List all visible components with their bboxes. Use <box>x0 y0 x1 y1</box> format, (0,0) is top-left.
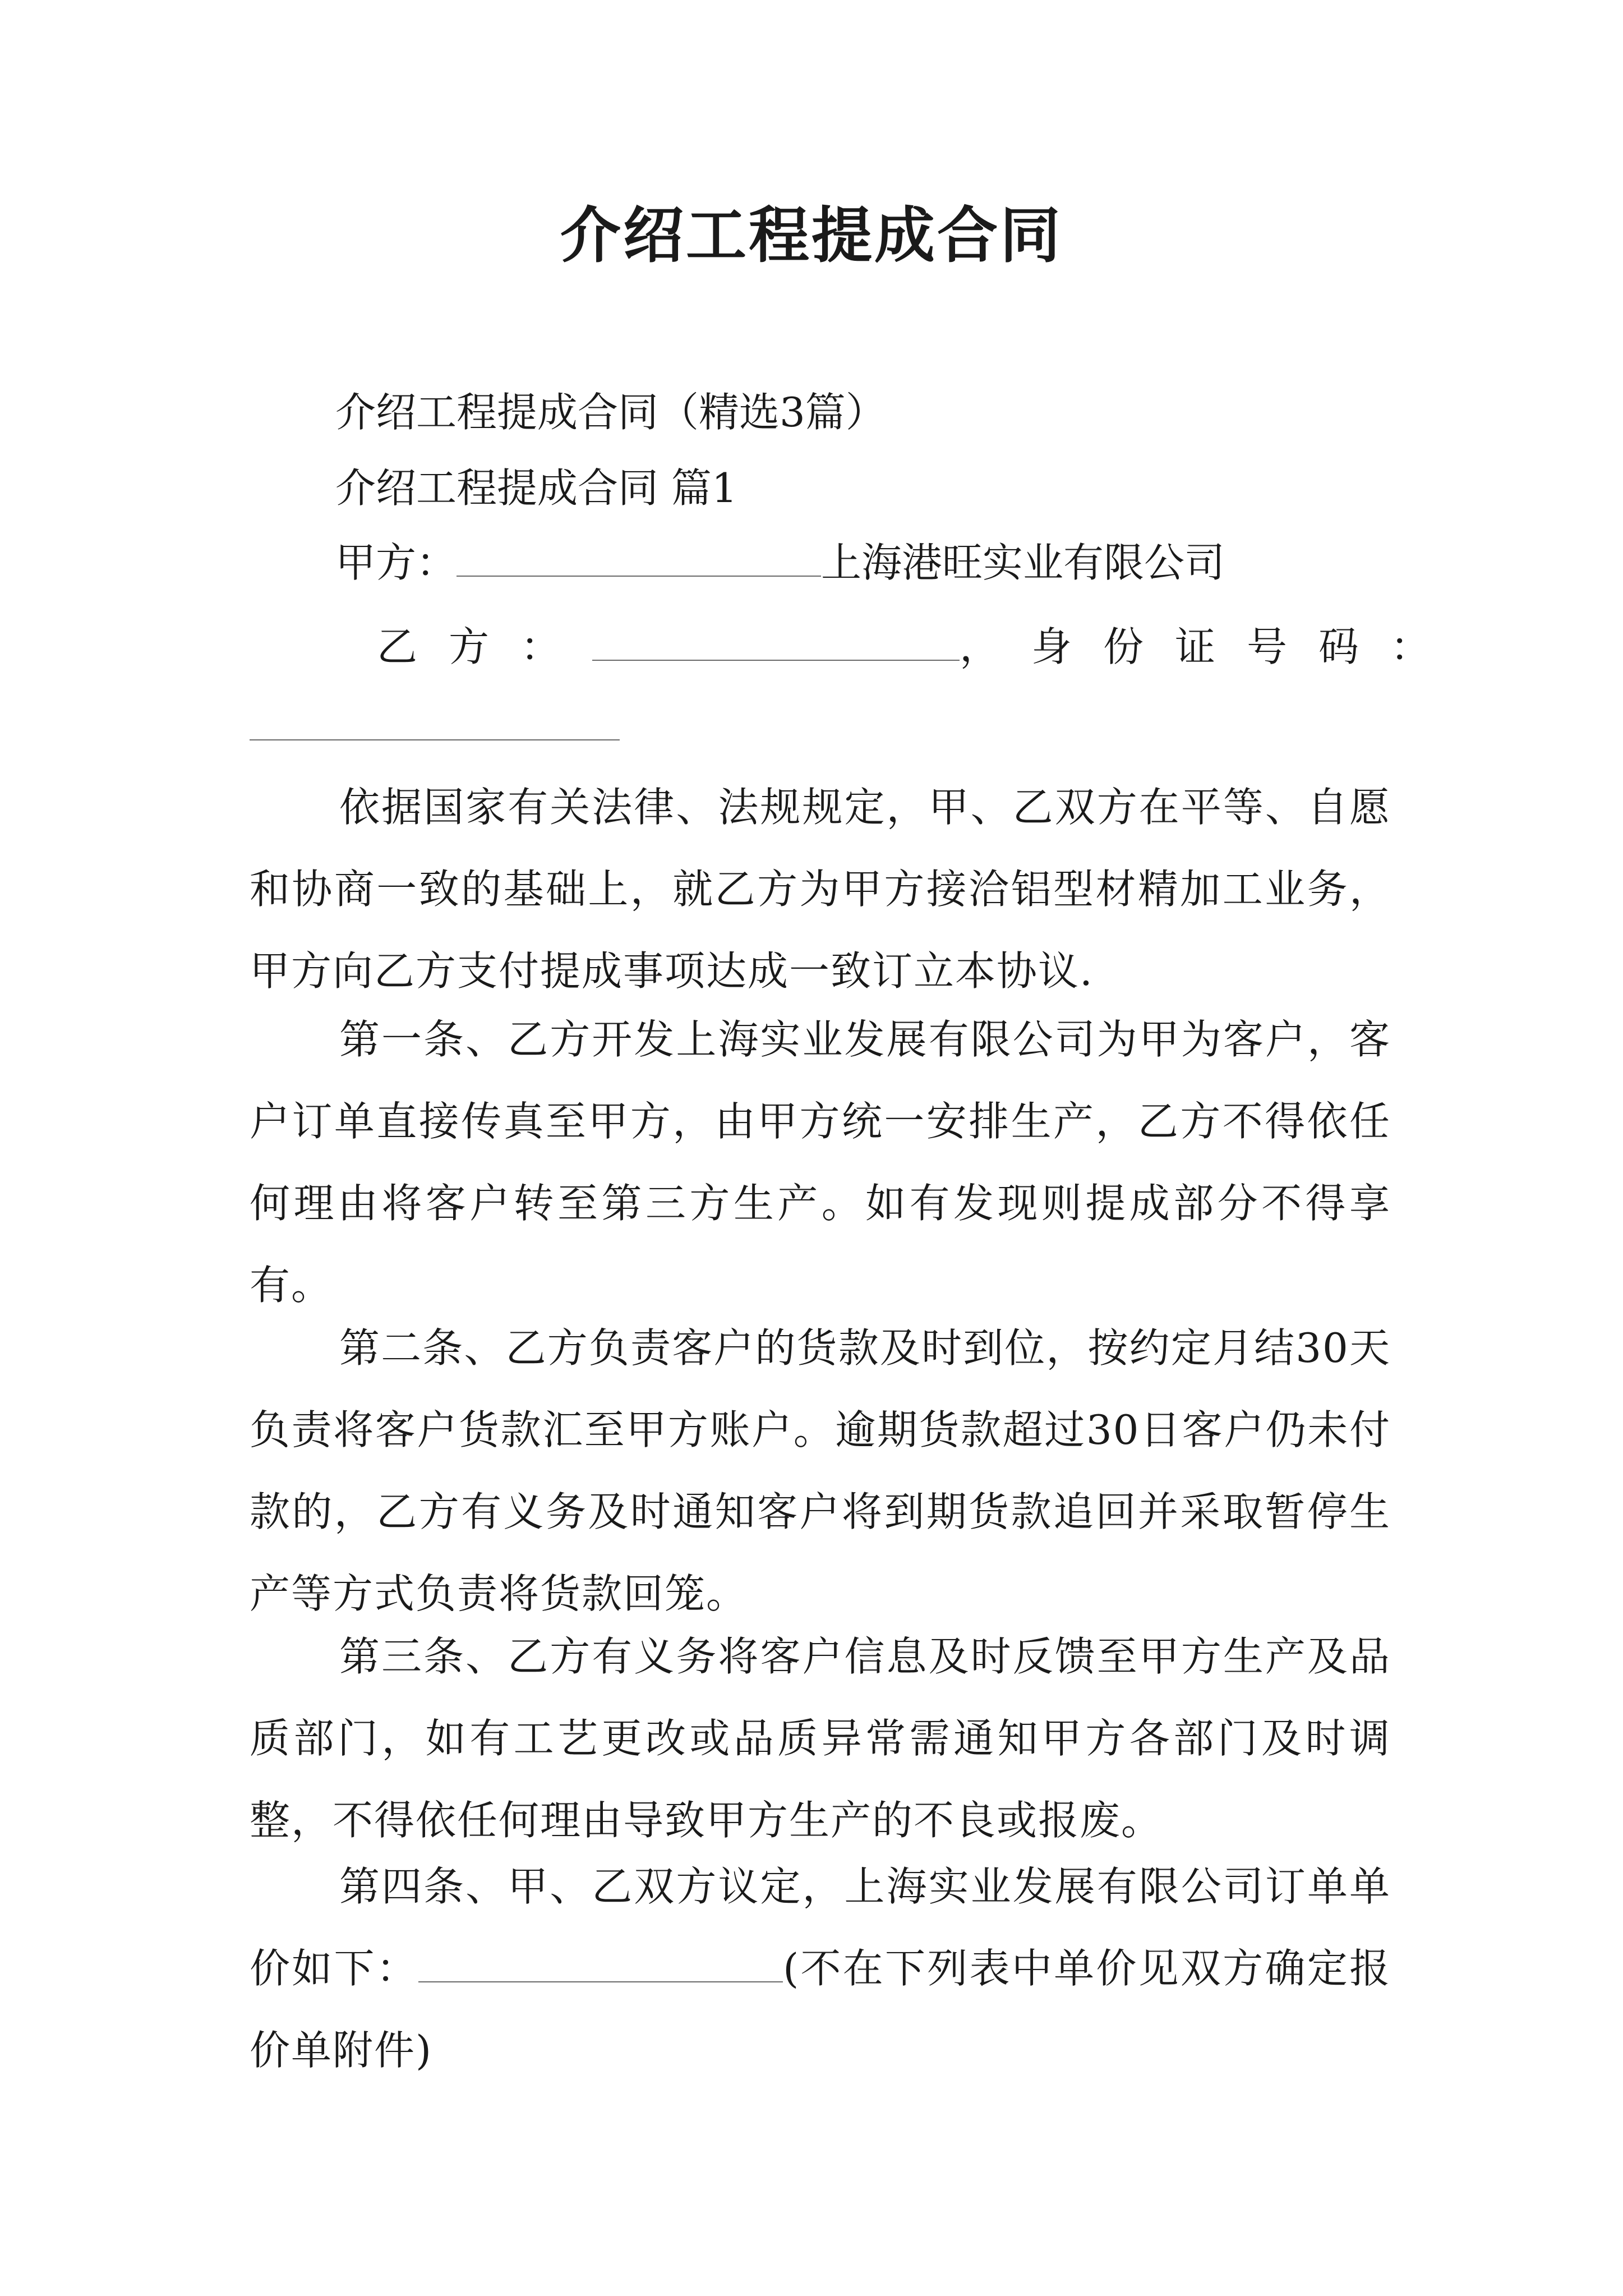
document-title: 介绍工程提成合同 <box>560 200 1063 271</box>
article-4-text: 第四条、甲、乙双方议定，上海实业发展有限公司订单单价如下： <box>250 1863 1391 1992</box>
section-heading: 介绍工程提成合同 篇1 <box>335 464 737 512</box>
article-3-paragraph: 第三条、乙方有义务将客户信息及时反馈至甲方生产及品质部门，如有工艺更改或品质异常需通知甲方各部门及时调整，不得依任何理由导致甲方生产的不良或报废。 <box>250 1633 1391 1844</box>
article-2-paragraph: 第二条、乙方负责客户的货款及时到位，按约定月结30天负责将客户货款汇至甲方账户。逾期货款超过30日客户仍未付款的，乙方有义务及时通知客户将到期货款追回并采取暂停生产等方式负责将货款回笼。 <box>250 1324 1391 1617</box>
article-4-paragraph <box>250 1846 1391 2091</box>
unit-price-blank <box>418 1947 783 1982</box>
party-b-label: 乙方： <box>377 623 593 670</box>
party-b-id-label: ，身份证号码： <box>960 623 1463 670</box>
intro-paragraph: 依据国家有关法律、法规规定，甲、乙双方在平等、自愿和协商一致的基础上，就乙方为甲方接洽铝型材精加工业务，甲方向乙方支付提成事项达成一致订立本协议. <box>250 784 1391 995</box>
party-a-blank <box>457 541 821 577</box>
id-number-blank <box>250 739 620 740</box>
party-b-line <box>377 622 1462 672</box>
article-4-note: (不在下列表中单价见双方确定报价单附件) <box>250 1945 1391 2074</box>
party-a-line <box>335 537 1225 588</box>
article-1-paragraph: 第一条、乙方开发上海实业发展有限公司为甲为客户，客户订单直接传真至甲方，由甲方统一安排生产，乙方不得依任何理由将客户转至第三方生产。如有发现则提成部分不得享有。 <box>250 1016 1391 1309</box>
party-a-name: 上海港旺实业有限公司 <box>821 539 1225 586</box>
party-a-label: 甲方： <box>335 539 457 586</box>
party-b-blank <box>592 625 960 661</box>
document-subtitle: 介绍工程提成合同（精选3篇） <box>335 389 886 436</box>
